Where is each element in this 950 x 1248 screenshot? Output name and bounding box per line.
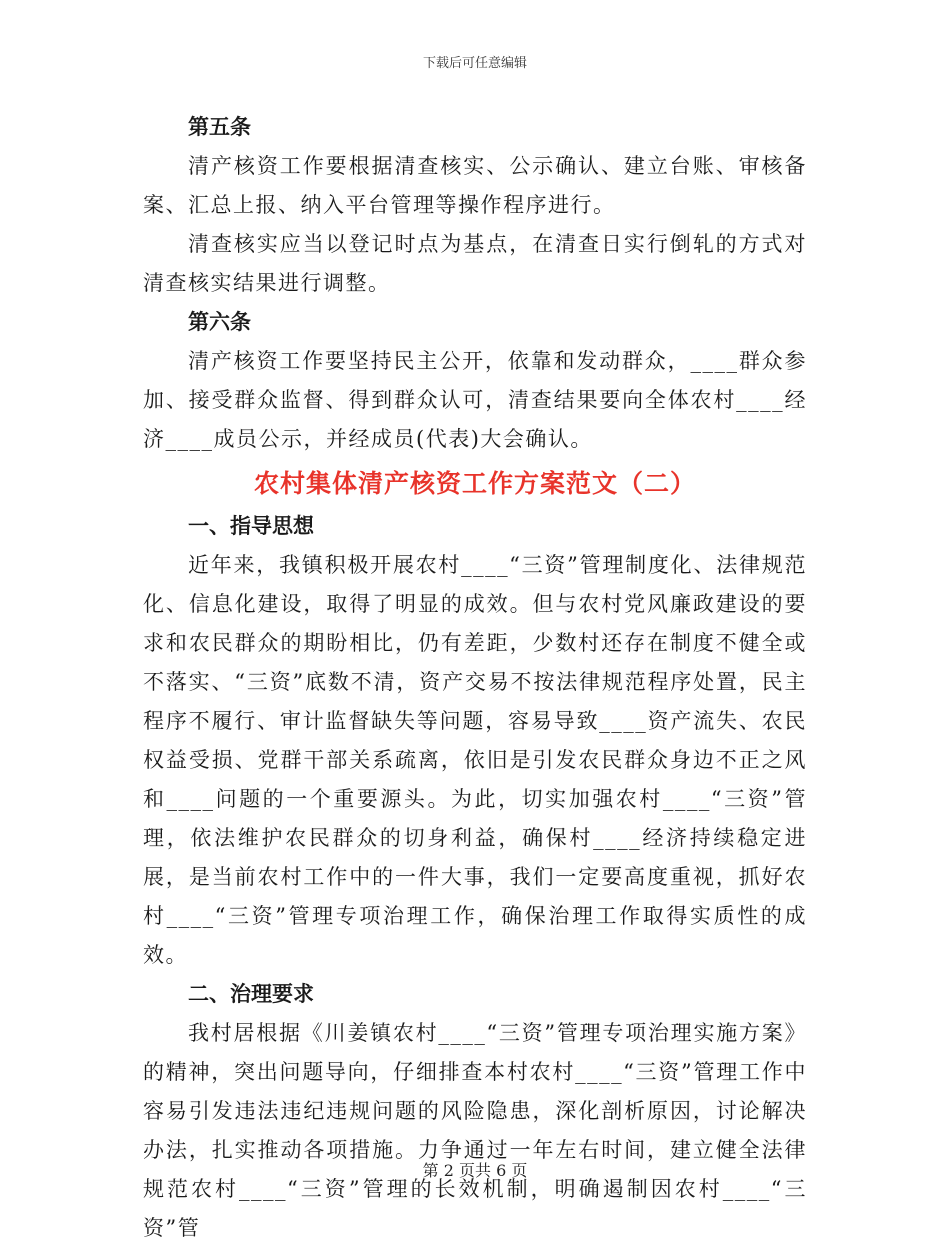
article-6-paragraph-1: 清产核资工作要坚持民主公开，依靠和发动群众，____群众参加、接受群众监督、得到群众认可，清查结果要向全体农村____经济____成员公示，并经成员(代表)大会确认。: [143, 349, 807, 451]
article-5-heading: 第五条: [188, 115, 251, 139]
section-1-paragraph: 近年来，我镇积极开展农村____“三资”管理制度化、法律规范化、信息化建设，取得了明显的成效。但与农村党风廉政建设的要求和农民群众的期盼相比，仍有差距，少数村还存在制度不健全或不落实、“三资”底数不清，资产交易不按法律规范程序处置，民主程序不履行、审计监督缺失等问题，容易导致____资产流失、农民权益受损、党群干部关系疏离，依旧是引发农民群众身边不正之风和____问题的一个重要源头。为此，切实加强农村____“三资”管理，依法维护农民群众的切身利益，确保村____经济持续稳定进展，是当前农村工作中的一件大事，我们一定要高度重视，抓好农村____“三资”管理专项治理工作，确保治理工作取得实质性的成效。: [143, 553, 807, 967]
article-6-heading: 第六条: [188, 310, 251, 334]
article-5-paragraph-1: 清产核资工作要根据清查核实、公示确认、建立台账、审核备案、汇总上报、纳入平台管理等操作程序进行。: [143, 154, 807, 217]
page-number-footer: 第 2 页共 6 页: [422, 1161, 528, 1180]
document-title: 农村集体清产核资工作方案范文（二）: [253, 469, 696, 498]
section-2-heading: 二、治理要求: [188, 982, 314, 1006]
section-1-heading: 一、指导思想: [188, 514, 314, 538]
section-2-paragraph: 我村居根据《川姜镇农村____“三资”管理专项治理实施方案》的精神，突出问题导向，仔细排查本村农村____“三资”管理工作中容易引发违法违纪违规问题的风险隐患，深化剖析原因，讨论解决办法，扎实推动各项措施。力争通过一年左右时间，建立健全法律规范农村____“三资”管理的长效机制，明确遏制因农村____“三资”管: [143, 1021, 807, 1240]
page-header-note: 下载后可任意编辑: [422, 56, 527, 71]
article-5-paragraph-2: 清查核实应当以登记时点为基点，在清查日实行倒轧的方式对清查核实结果进行调整。: [143, 232, 807, 295]
document-body: [143, 108, 807, 1248]
